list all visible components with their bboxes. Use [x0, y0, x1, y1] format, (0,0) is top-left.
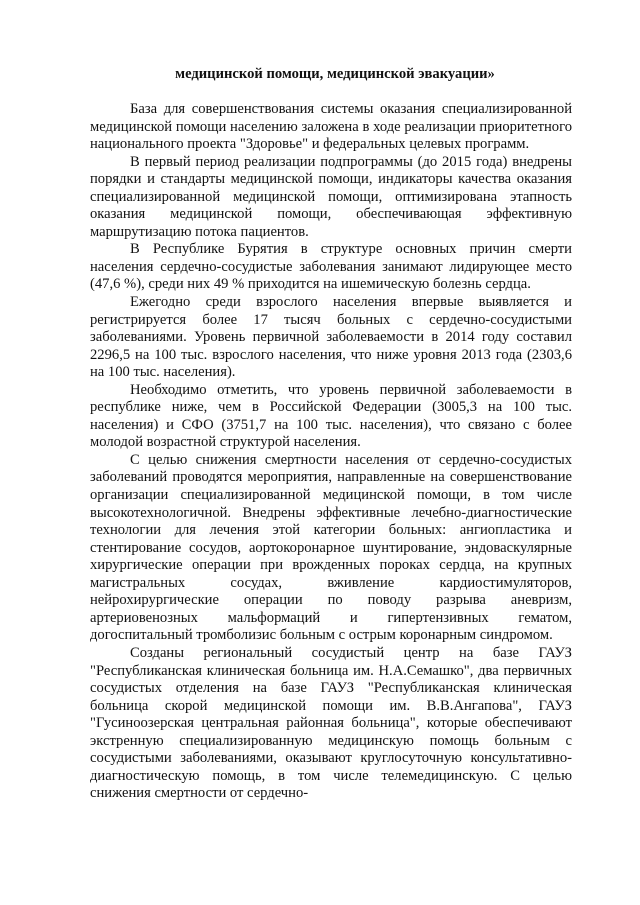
- document-body: [90, 101, 572, 803]
- paragraph-4: Ежегодно среди взрослого населения впервые выявляется и регистрируется более 17 тысяч больных с сердечно-сосудистыми заболеваниями. Уровень первичной заболеваемости в 2014 году составил 2296,5 на 100 тыс. взрослого населения, что ниже уровня 2013 года (2303,6 на 100 тыс. населения).: [90, 294, 572, 381]
- paragraph-2: В первый период реализации подпрограммы (до 2015 года) внедрены порядки и стандарты медицинской помощи, индикаторы качества оказания специализированной медицинской помощи, оптимизирована этапность оказания медицинской помощи, обеспечивающая эффективную маршрутизацию потока пациентов.: [90, 153, 572, 240]
- paragraph-5: Необходимо отметить, что уровень первичной заболеваемости в республике ниже, чем в Российской Федерации (3005,3 на 100 тыс. населения) и СФО (3751,7 на 100 тыс. населения), что связано с более молодой возрастной структурой населения.: [90, 381, 572, 451]
- paragraph-6: С целью снижения смертности населения от сердечно-сосудистых заболеваний проводятся мероприятия, направленные на совершенствование организации специализированной медицинской помощи, в том числе высокотехнологичной. Внедрены эффективные лечебно-диагностические технологии для лечения этой категории больных: ангиопластика и стентирование сосудов, аортокоронарное шунтирование, эндоваскулярные хирургические операции при врожденных пороках сердца, на крупных магистральных сосудах, вживление кардиостимуляторов, нейрохирургические операции по поводу разрыва аневризм, артериовенозных мальформаций и гипертензивных гематом, догоспитальный тромболизис больным с острым коронарным синдромом.: [90, 451, 572, 644]
- paragraph-1: База для совершенствования системы оказания специализированной медицинской помощи населению заложена в ходе реализации приоритетного национального проекта "Здоровье" и федеральных целевых программ.: [90, 101, 572, 153]
- paragraph-7: Созданы региональный сосудистый центр на базе ГАУЗ "Республиканская клиническая больница им. Н.А.Семашко", два первичных сосудистых отделения на базе ГАУЗ "Республиканская клиническая больница скорой медицинской помощи им. В.В.Ангапова", ГАУЗ "Гусиноозерская центральная районная больница", которые обеспечивают экстренную специализированную медицинскую помощь больным с сосудистыми заболеваниями, оказывают круглосуточную консультативно-диагностическую помощь, в том числе телемедицинскую. С целью снижения смертности от сердечно-: [90, 644, 572, 802]
- paragraph-3: В Республике Бурятия в структуре основных причин смерти населения сердечно-сосудистые заболевания занимают лидирующее место (47,6 %), среди них 49 % приходится на ишемическую болезнь сердца.: [90, 241, 572, 293]
- section-heading: медицинской помощи, медицинской эвакуации»: [175, 66, 495, 82]
